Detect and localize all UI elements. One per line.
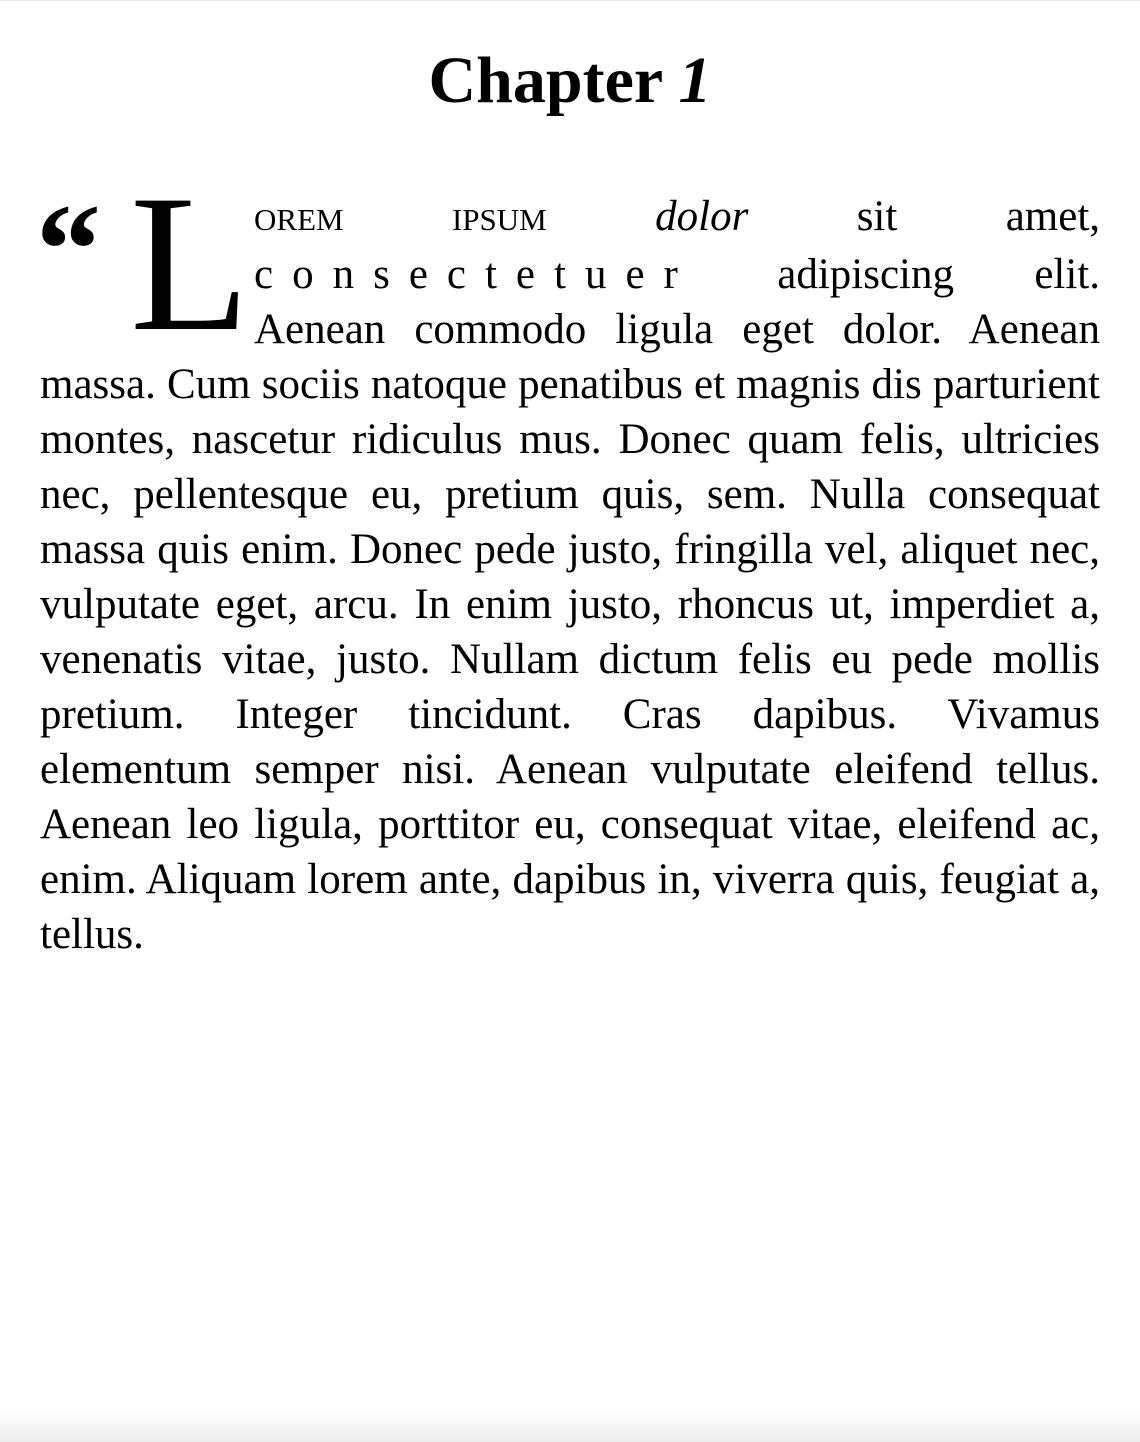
- drop-cap-letter: L: [130, 155, 250, 372]
- italic-word: dolor: [655, 193, 749, 240]
- smallcaps-word-1: OREM: [254, 202, 344, 237]
- document-page: [36, 1, 1101, 958]
- smallcaps-word-2: IPSUM: [451, 202, 547, 237]
- body-paragraph: [36, 155, 1101, 962]
- opening-quote-mark: “: [36, 178, 101, 322]
- chapter-number: 1: [678, 44, 712, 117]
- paragraph-rest: adipiscing elit. Aenean commodo ligula eget dolor. Aenean massa. Cum sociis natoque penatibus et magnis dis parturient montes, nascetur ridiculus mus. Donec quam felis, ultricies nec, pellentesque eu, pretium quis, sem. Nulla consequat massa quis enim. Donec pede justo, fringilla vel, aliquet nec, vulputate eget, arcu. In enim justo, rhoncus ut, imperdiet a, venenatis vitae, justo. Nullam dictum felis eu pede mollis pretium. Integer tincidunt. Cras dapibus. Vivamus elementum semper nisi. Aenean vulputate eleifend tellus. Aenean leo ligula, porttitor eu, consequat vitae, eleifend ac, enim. Aliquam lorem ante, dapibus in, viverra quis, feugiat a, tellus.: [40, 251, 1101, 958]
- chapter-word: Chapter: [428, 44, 662, 117]
- letter-spaced-word: consectetuer: [254, 251, 697, 298]
- chapter-heading: [40, 1, 1100, 117]
- bottom-edge-shadow: [0, 1412, 1140, 1442]
- drop-cap: [36, 155, 254, 372]
- text-after-italic: sit amet,: [856, 193, 1101, 240]
